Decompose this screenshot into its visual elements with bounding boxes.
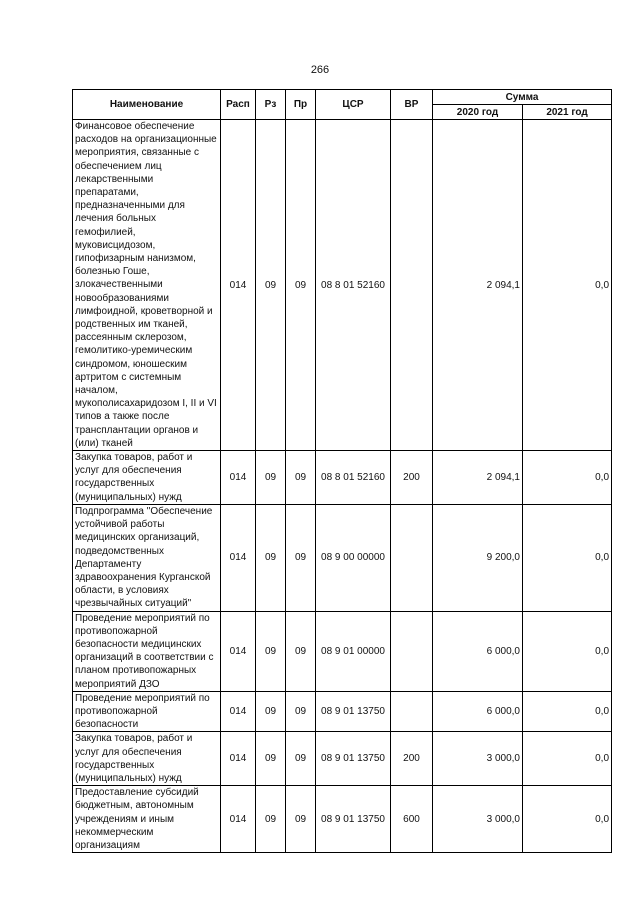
cell-rz: 09 (256, 120, 286, 451)
header-year-2021: 2021 год (523, 105, 612, 120)
cell-vr: 200 (391, 451, 433, 505)
cell-2021: 0,0 (523, 611, 612, 691)
cell-vr (391, 691, 433, 732)
cell-pr: 09 (286, 611, 316, 691)
cell-2020: 3 000,0 (433, 786, 523, 853)
cell-csr: 08 9 01 13750 (316, 691, 391, 732)
cell-rasp: 014 (221, 120, 256, 451)
cell-rz: 09 (256, 611, 286, 691)
cell-2021: 0,0 (523, 120, 612, 451)
cell-rasp: 014 (221, 504, 256, 611)
header-vr: ВР (391, 90, 433, 120)
cell-2021: 0,0 (523, 786, 612, 853)
budget-table (72, 89, 612, 853)
header-rz: Рз (256, 90, 286, 120)
cell-csr: 08 8 01 52160 (316, 451, 391, 505)
cell-csr: 08 9 00 00000 (316, 504, 391, 611)
cell-rasp: 014 (221, 611, 256, 691)
cell-pr: 09 (286, 786, 316, 853)
cell-2020: 2 094,1 (433, 451, 523, 505)
cell-2021: 0,0 (523, 451, 612, 505)
cell-rasp: 014 (221, 732, 256, 786)
cell-2020: 3 000,0 (433, 732, 523, 786)
cell-name: Подпрограмма "Обеспечение устойчивой работы медицинских организаций, подведомственных Департаменту здравоохранения Курганской области, в условиях чрезвычайных ситуаций" (73, 504, 221, 611)
table-row (73, 504, 612, 611)
page-number: 266 (310, 64, 330, 76)
cell-vr: 600 (391, 786, 433, 853)
cell-csr: 08 9 01 00000 (316, 611, 391, 691)
cell-2021: 0,0 (523, 504, 612, 611)
cell-name: Закупка товаров, работ и услуг для обеспечения государственных (муниципальных) нужд (73, 451, 221, 505)
cell-rz: 09 (256, 504, 286, 611)
cell-rz: 09 (256, 691, 286, 732)
table-row (73, 691, 612, 732)
cell-csr: 08 9 01 13750 (316, 732, 391, 786)
cell-csr: 08 9 01 13750 (316, 786, 391, 853)
table-body (73, 120, 612, 853)
table-row (73, 451, 612, 505)
cell-pr: 09 (286, 691, 316, 732)
header-name: Наименование (73, 90, 221, 120)
cell-2020: 6 000,0 (433, 611, 523, 691)
cell-rz: 09 (256, 451, 286, 505)
cell-2020: 6 000,0 (433, 691, 523, 732)
cell-pr: 09 (286, 120, 316, 451)
cell-rasp: 014 (221, 786, 256, 853)
cell-2021: 0,0 (523, 732, 612, 786)
header-csr: ЦСР (316, 90, 391, 120)
cell-rz: 09 (256, 786, 286, 853)
cell-name: Проведение мероприятий по противопожарной безопасности медицинских организаций в соответствии с планом противопожарных мероприятий ДЗО (73, 611, 221, 691)
cell-name: Проведение мероприятий по противопожарной безопасности (73, 691, 221, 732)
cell-2021: 0,0 (523, 691, 612, 732)
cell-2020: 9 200,0 (433, 504, 523, 611)
header-sum: Сумма (433, 90, 612, 105)
cell-2020: 2 094,1 (433, 120, 523, 451)
cell-csr: 08 8 01 52160 (316, 120, 391, 451)
cell-rasp: 014 (221, 691, 256, 732)
cell-name: Закупка товаров, работ и услуг для обеспечения государственных (муниципальных) нужд (73, 732, 221, 786)
header-year-2020: 2020 год (433, 105, 523, 120)
cell-name: Предоставление субсидий бюджетным, автономным учреждениям и иным некоммерческим организациям (73, 786, 221, 853)
cell-vr: 200 (391, 732, 433, 786)
cell-rz: 09 (256, 732, 286, 786)
cell-pr: 09 (286, 732, 316, 786)
cell-rasp: 014 (221, 451, 256, 505)
header-rasp: Расп (221, 90, 256, 120)
cell-pr: 09 (286, 504, 316, 611)
table-row (73, 120, 612, 451)
header-pr: Пр (286, 90, 316, 120)
table-row (73, 611, 612, 691)
table-row (73, 786, 612, 853)
cell-vr (391, 611, 433, 691)
cell-pr: 09 (286, 451, 316, 505)
cell-vr (391, 120, 433, 451)
table-row (73, 732, 612, 786)
cell-name: Финансовое обеспечение расходов на организационные мероприятия, связанные с обеспечением лиц лекарственными препаратами, предназначенными для лечения больных гемофилией, муковисцидозом, гипофизарным нанизмом, болезнью Гоше, злокачественными новообразованиями лимфоидной, кроветворной и родственных им тканей, рассеянным склерозом, гемолитико-уремическим синдромом, юношеским артритом с системным началом, мукополисахаридозом I, II и VI типов а также после трансплантации органов и (или) тканей (73, 120, 221, 451)
cell-vr (391, 504, 433, 611)
